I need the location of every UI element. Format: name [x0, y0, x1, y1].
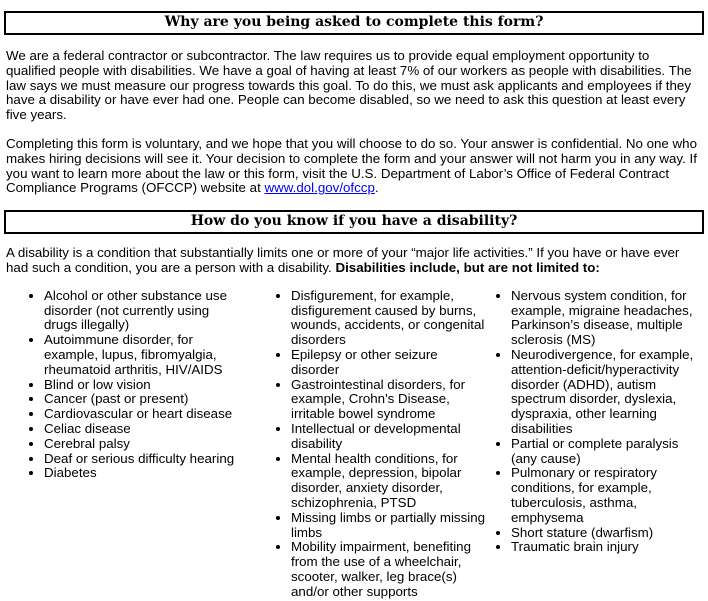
disability-list-item: • Missing limbs or partially missing limbs [291, 511, 489, 541]
disability-list-item: • Short stature (dwarfism) [511, 526, 708, 541]
disability-list-item: • Intellectual or developmental disability [291, 422, 489, 452]
disability-list-column-1 [4, 289, 251, 600]
paragraph-voluntary [6, 137, 702, 196]
disability-examples-columns [4, 289, 708, 600]
disability-list-item: • Partial or complete paralysis (any cause) [511, 437, 708, 467]
section-title-why: Why are you being asked to complete this form? [164, 14, 544, 30]
disability-list-item: • Cardiovascular or heart disease [44, 407, 240, 422]
disability-list-item: • Epilepsy or other seizure disorder [291, 348, 489, 378]
paragraph-voluntary-period: . [374, 180, 379, 196]
ofccp-website-link[interactable]: www.dol.gov/ofccp [264, 180, 375, 196]
disability-list-column-3 [489, 289, 708, 600]
disability-list-item: • Cancer (past or present) [44, 392, 240, 407]
section-header-how [4, 210, 704, 234]
disability-list-item: • Gastrointestinal disorders, for example, Crohn's Disease, irritable bowel syndrome [291, 378, 489, 422]
disability-list-item: • Deaf or serious difficulty hearing [44, 452, 240, 467]
disability-list-item: • Blind or low vision [44, 378, 240, 393]
paragraph-federal-contractor-text: We are a federal contractor or subcontractor. The law requires us to provide equal employment opportunity to qualified people with disabilities. We have a goal of having at least 7% of our workers as people with disabilities. The law says we must measure our progress towards this goal. To do this, we must ask applicants and employees if they have a disability or have ever had one. People can become disabled, so we need to ask this question at least every five years. [6, 48, 692, 123]
disability-list-item: • Autoimmune disorder, for example, lupus, fibromyalgia, rheumatoid arthritis, HIV/AIDS [44, 333, 240, 377]
paragraph-voluntary-text: Completing this form is voluntary, and we hope that you will choose to do so. Your answer is confidential. No one who makes hiring decisions will see it. Your decision to complete the form and your answer will not harm you in any way. If you want to learn more about the law or this form, visit the U.S. Department of Labor’s Office of Federal Contract Compliance Programs (OFCCP) website at [6, 135, 697, 196]
disability-list-item: • Mental health conditions, for example, depression, bipolar disorder, anxiety disorder, schizophrenia, PTSD [291, 452, 489, 511]
disability-list-item: • Diabetes [44, 466, 240, 481]
paragraph-disability-definition [6, 246, 702, 276]
paragraph-disability-definition-text: A disability is a condition that substantially limits one or more of your “major life activities.” If you have or have ever had such a condition, you are a person with a disability. [6, 245, 680, 275]
disability-list-item: • Nervous system condition, for example, migraine headaches, Parkinson’s disease, multiple sclerosis (MS) [511, 289, 708, 348]
disability-list-item: • Mobility impairment, benefiting from the use of a wheelchair, scooter, walker, leg brace(s) and/or other supports [291, 540, 489, 599]
disabilities-include-label: Disabilities include, but are not limited to: [335, 259, 600, 275]
disability-list-item: • Pulmonary or respiratory conditions, for example, tuberculosis, asthma, emphysema [511, 466, 708, 525]
disability-list-item: • Disfigurement, for example, disfigurement caused by burns, wounds, accidents, or congenital disorders [291, 289, 489, 348]
section-header-why [4, 11, 704, 35]
disability-list-item: • Traumatic brain injury [511, 540, 708, 555]
disability-form-page [0, 11, 708, 601]
disability-list-item: • Celiac disease [44, 422, 240, 437]
disability-list-item: • Cerebral palsy [44, 437, 240, 452]
disability-list-item: • Alcohol or other substance use disorder (not currently using drugs illegally) [44, 289, 240, 333]
paragraph-federal-contractor [6, 49, 702, 123]
disability-list-column-2 [251, 289, 489, 600]
section-title-how: How do you know if you have a disability? [190, 213, 518, 230]
disability-list-item: • Neurodivergence, for example, attention-deficit/hyperactivity disorder (ADHD), autism spectrum disorder, dyslexia, dyspraxia, other learning disabilities [511, 348, 708, 437]
